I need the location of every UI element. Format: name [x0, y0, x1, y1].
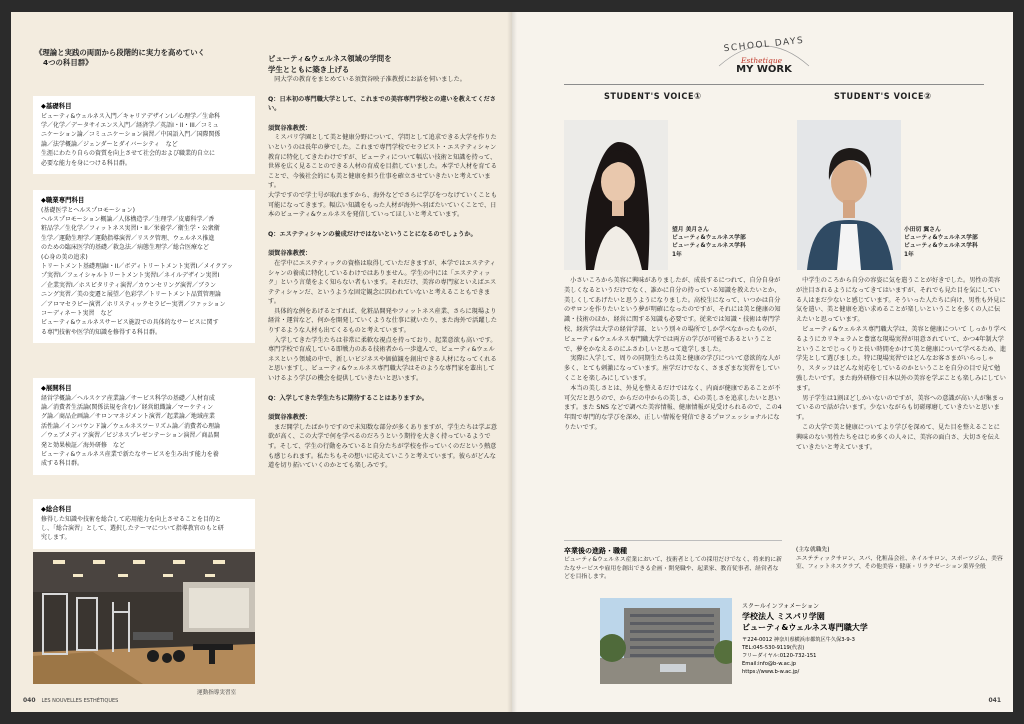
- jobs-block: [796, 546, 1004, 572]
- student-1-heading: STUDENT'S VOICE①: [604, 92, 702, 102]
- curriculum-course-line: 経営学概論／ヘルスケア産業論／サービス科学の基礎／人材育成: [41, 394, 215, 402]
- curriculum-card-note: ビューティ&ウェルネスサービス施設での具体的なサービスに関す: [41, 319, 219, 327]
- curriculum-heading: [35, 48, 265, 68]
- curriculum-card: [33, 499, 255, 549]
- curriculum-course-line: (基礎医学とヘルスプロモーション): [41, 206, 136, 214]
- interview-blocks: [268, 95, 498, 471]
- left-page-number: 040: [23, 697, 36, 704]
- school-email[interactable]: Email:info@b-w.ac.jp: [742, 661, 797, 667]
- career-text: ビューティ&ウェルネス産業において、技術者としての採用だけでなく、将来的に新たなサービスや雇用を創出できる企画・開発職や、起業家、教育従事者、経営者などを目指します。: [564, 557, 782, 581]
- school-days-badge: [709, 32, 819, 88]
- curriculum-course-line: ／企業実習I／ホスピタリティ演習／カウンセリング演習／ブラン: [41, 281, 217, 289]
- curriculum-card: [33, 190, 255, 343]
- curriculum-course-line: ヘルスプロモーション概論／人体構造学／生理学／皮膚科学／香: [41, 216, 215, 223]
- interview-speaker: 須賀谷准教授：: [268, 414, 312, 422]
- curriculum-card-note: 究します。: [41, 534, 71, 542]
- student-1-year: 1年: [672, 251, 682, 258]
- magazine-spread: [11, 12, 1013, 712]
- curriculum-course-line: ビューティ&ウェルネス入門／キャリアデザインI／心理学／生命科: [41, 112, 221, 120]
- curriculum-card: [33, 378, 255, 475]
- curriculum-course-line: ／ウェブメディア演習／ビジネスプレゼンテーション演習／商品開: [41, 432, 220, 440]
- interview-speaker: 須賀谷准教授：: [268, 250, 312, 258]
- interview-question: Q：入学してきた学生たちに期待することはありますか。: [268, 394, 428, 402]
- student-2-caption: [904, 226, 1006, 259]
- curriculum-title-line-1: 《理論と実践の両面から段階的に実力を高めていく: [35, 48, 205, 57]
- interview-column: [268, 54, 498, 471]
- interview-paragraph: 在学中にエステティックの資格は取得していただきますが、本学ではエステティシャンの養成に特化しているわけではありません。学生の中には「エステティック」という言葉をよく知らない者もいます。それだけ、美容の専門家といえばエステティシャンだ、というような固定観念に囚われていないと考えることもできます。: [268, 259, 497, 306]
- student-2-heading: STUDENT'S VOICE②: [834, 92, 932, 102]
- curriculum-card-title: ◆基礎科目: [41, 102, 72, 110]
- interview-title-2: 学生とともに築き上げる: [268, 64, 350, 74]
- campus-illustration: [600, 598, 732, 684]
- curriculum-card-note: 必要な能力を身につける科目群。: [41, 159, 131, 167]
- student-1-affiliation-2: ビューティ&ウェルネス学科: [672, 243, 746, 250]
- curriculum-card-note: る専門技術や医学的知識を修得する科目群。: [41, 328, 162, 336]
- school-name-1: 学校法人 ミスパリ学園: [742, 612, 825, 621]
- curriculum-course-line: 学／化学／データサイエンス入門／経済学／英語I・II・III／コミュ: [41, 122, 219, 129]
- student-2-photo: [797, 120, 901, 270]
- campus-photo: [600, 598, 732, 684]
- gutter-shadow: [507, 12, 517, 712]
- curriculum-course-line: (心身の美の追求): [41, 253, 88, 261]
- badge-my-work: MY WORK: [736, 64, 792, 75]
- student-2-affiliation-2: ビューティ&ウェルネス学科: [904, 243, 978, 250]
- interview-paragraph: 具体的な例をあげるとすれば、化粧品開発やフィットネス産業、さらに現場より経営・運営など、何かを開発していくような仕事に就いたり、また海外で活躍したりするような人材も出てくるものと考えています。: [268, 307, 497, 335]
- curriculum-course-line: 論／消費者生活論(関係法規を含む)／経営組織論／マーケティン: [41, 404, 214, 411]
- student-2-body: [796, 276, 1006, 452]
- student-1-photo: [564, 120, 668, 270]
- jobs-title: (主な就職先): [796, 547, 830, 553]
- curriculum-card-title: ◆職業専門科目: [41, 196, 85, 204]
- magazine-name: LES NOUVELLES ESTHÉTIQUES: [41, 698, 119, 704]
- curriculum-card-note: し、「総合演習」として、選択したテーマについて指導教官のもと研: [41, 525, 224, 532]
- interview-speaker: 須賀谷准教授：: [268, 124, 312, 132]
- student-voice-paragraph: 中学生のころから自分の容姿に気を遣うことが好きでした。男性の美容が注目されるようになってきてはいますが、それでも見た目を気にしている人はまだ少ないと感じています。そういった人たちに向け、男性も外見に気を遣い、美と健康を追い求めることが楽しいということを多くの人に伝えたいと思っています。: [796, 277, 1006, 324]
- curriculum-course-line: トリートメント基礎理論I・II／ボディトリートメント実習I／メイクアッ: [41, 263, 233, 271]
- interview-title-1: ビューティ&ウェルネス領域の学問を: [268, 54, 392, 63]
- school-info-label: スクールインフォメーション: [742, 603, 820, 610]
- curriculum-course-line: プ実習I／フェイシャルトリートメント実習I／ネイルデザイン実習I: [41, 272, 220, 280]
- photo-caption: 運動指導実習室: [197, 690, 237, 696]
- left-folio: [23, 697, 118, 704]
- student-voice-paragraph: 男子学生は1割ほどしかいないのですが、美容への意識が高い人が集まっているので話が合います。少ないながらも切磋琢磨していきたいと思います。: [796, 394, 1005, 422]
- badge-script: Esthetique: [741, 56, 783, 65]
- school-name-2: ビューティ&ウェルネス専門職大学: [742, 623, 868, 632]
- interview-paragraph: 入学してきた学生たちは非常に柔軟な視点を持っており、起業意欲も高いです。専門学校で育成している即戦力のある技術者から一歩進んで、ビューティ&ウェルネスという領域の中で、新しいビジネスや価値観を創出できる人材になってくれると思いますし、ビューティ&ウェルネス専門職大学はそのような専門家を輩出していけるよう学びの機会を提供していきたいと思います。: [268, 336, 497, 383]
- interview-intro: 同大学の教育をまとめている須賀谷映子准教授にお話を伺いました。: [268, 76, 466, 83]
- right-page-number: 041: [988, 697, 1001, 704]
- interview-paragraph: ミスパリ学園として美と健康分野について、学問として追求できる大学を作りたいというのは長年の夢でした。これまで専門学校でセラピスト・エステティシャン教育に特化してきたわけですが、ビューティについて幅広い技術と知識を持って、世界を広く見ることのできる人材の育成を目指していました。本学で人材を育てることで、今後社会的にも美と健康を担う仕事を確立させていきたいと考えています。: [268, 134, 497, 190]
- career-title: 卒業後の進路・職種: [564, 547, 627, 555]
- student-voice-paragraph: 本当の美しさとは、外見を整えるだけではなく、内面が健康であることが不可欠だと思うので、からだの中からの美しさ、心の美しさを追求したいと思います。また SNS などで調べた美容情報、健康情報が見受けられるので、この4年間で専門的な学びを深め、正しい情報を発信できるプロフェッショナルになりたいです。: [564, 384, 782, 431]
- student-1-name: 望月 美月さん: [672, 227, 709, 233]
- curriculum-card-note: 成する科目群。: [41, 460, 84, 468]
- school-address: 〒224-0012 神奈川県横浜市都筑区牛久保3-9-3: [742, 637, 855, 643]
- curriculum-course-line: ニング実習／美の変遷と展望／色彩学／トリートメント品質管理論: [41, 291, 221, 299]
- curriculum-card-note: 修得した知識や技術を総合して応用能力を向上させることを目的と: [41, 515, 222, 523]
- school-info: [742, 602, 1004, 676]
- curriculum-card-title: ◆総合科目: [41, 505, 72, 513]
- curriculum-title-line-2: 4つの科目群》: [43, 58, 93, 67]
- interview-paragraph: 大学ですので学士号が取れますから、海外などでさらに学びをつなげていくことも可能になってきます。幅広い知識をもった人材が海外へ羽ばたいていくことで、日本のビューティ&ウェルネスを発信していってほしいと考えています。: [268, 191, 497, 219]
- school-url[interactable]: https://www.b-w.ac.jp/: [742, 669, 800, 675]
- curriculum-card-note: ビューティ&ウェルネス産業で新たなサービスを生み出す能力を養: [41, 451, 219, 459]
- curriculum-course-line: 粧品学／生化学／フィットネス実習I・II／栄養学／衛生学・公衆衛: [41, 225, 220, 233]
- student-1-portrait: [564, 120, 668, 270]
- curriculum-card: [33, 96, 255, 174]
- interview-paragraph: まだ開学したばかりですので未知数な部分が多くありますが、学生たちは学ぶ意欲が高く、この大学で何を学べるのだろうという期待を大きく持っているようです。そして、学生の行動をみていると自分たちが学校を作っていくのだという熱意も感じられます。私たちもその想いに応えていこうと考えています。彼らがどんな道を切り拓いていくのかとても楽しみです。: [268, 423, 497, 470]
- jobs-text: エステティックサロン、スパ、化粧品会社、ネイルサロン、スポーツジム、美容室、フィットネスクラブ、その他美容・健康・リラクゼーション業界全般: [796, 555, 1003, 571]
- curriculum-course-line: ／アロマセラピー演習／ホリスティックセラピー実習／ファッション: [41, 300, 226, 308]
- gym-photo: [33, 552, 255, 684]
- curriculum-card-note: 生涯にわたり自らの資質を向上させて社会的および職業的自立に: [41, 150, 216, 158]
- career-divider: [564, 540, 782, 541]
- student-voice-paragraph: 実際に入学して、周りの同期生たちは美と健康の学びについて意欲的な人が多く、とても刺激になっています。座学だけでなく、さまざまな実習をしていくことを楽しみにしています。: [564, 355, 781, 382]
- interview-question: Q：日本初の専門職大学として、これまでの美容専門学校との違いを教えてください。: [268, 95, 496, 113]
- curriculum-course-line: 生学／運動生理学／運動指導演習／リスク管理、ウェルネス推進: [41, 234, 215, 242]
- badge-school-days: SCHOOL DAYS: [723, 35, 805, 55]
- curriculum-course-line: コーディネート実習 など: [41, 310, 113, 318]
- career-block: [564, 546, 782, 582]
- school-tel: TEL:045-530-9119(代表): [742, 645, 805, 651]
- gym-illustration: [33, 552, 255, 684]
- student-voice-paragraph: この大学で美と健康についてより学びを深めて、見た目を整えることに興味のない男性たちをはじめ多くの人々に、美容の面白さ、大切さを伝えていきたいと考えています。: [796, 423, 1000, 451]
- curriculum-card-title: ◆展開科目: [41, 384, 72, 392]
- curriculum-course-line: ニケーション論／コミュニケーション演習／中国語入門／国際関係: [41, 131, 221, 139]
- curriculum-course-line: グ論／商品企画論／サロンマネジメント演習／起業論／地域産業: [41, 413, 215, 421]
- curriculum-course-line: 発と効果検証／海外研修 など: [41, 441, 126, 449]
- student-1-caption: [672, 226, 772, 259]
- interview-question: Q：エステティシャンの養成だけではないということになるのでしょうか。: [268, 230, 477, 238]
- student-1-affiliation-1: ビューティ&ウェルネス学部: [672, 235, 746, 242]
- student-1-body: [564, 276, 782, 433]
- school-freedial: フリーダイヤル:0120-732-151: [742, 653, 817, 659]
- student-2-year: 1年: [904, 251, 914, 258]
- left-page: [11, 12, 512, 712]
- curriculum-course-line: 活性論／インバウンド論／ウェルネスツーリズム論／消費者心理論: [41, 422, 221, 430]
- student-2-name: 小田切 翼さん: [904, 227, 941, 233]
- top-divider: [564, 84, 984, 85]
- student-voice-paragraph: ビューティ&ウェルネス専門職大学は、美容と健康について しっかり学べるようにカリキュラムと豊富な現場実習が用意されていて、かつ4年制大学ということでじっくりと長い時間をかけて美と健康について学べるため、進学先として選びました。特に現場実習ではどんなお客さまがいらっしゃり、スタッフはどんな対応をしているのかということを自分の目で見て勉強したいです。また海外研修で日本以外の美容を学ぶことも楽しみにしています。: [796, 325, 1007, 392]
- student-2-affiliation-1: ビューティ&ウェルネス学部: [904, 235, 978, 242]
- curriculum-course-line: のための臨床医学的基礎／救急法／病態生理学／総合医療など: [41, 244, 210, 252]
- curriculum-course-line: 論／法学概論／ジェンダーとダイバーシティ など: [41, 140, 178, 148]
- student-voice-paragraph: 小さいころから美容に興味がありましたが、成長するにつれて、自分自身が美しくなるというだけでなく、誰かに自分の持っている知識を教えたいとか、美しくしてあげたいと思うようになりました。高校生になって、いつかは自分のサロンを作りたいという夢が明確になったのですが、それには美と健康の知識・技術のほか、経営に関する知識も必要です。従来では知識・技術は専門学校、経営学は大学の経営学部、という別々の場所でしか学べなかったものが、ビューティ&ウェルネス専門職大学では両方の学びが可能であるということで、夢をかなえるのにふさわしいと思って進学しました。: [564, 277, 781, 353]
- student-2-portrait: [797, 120, 901, 270]
- right-page: [512, 12, 1013, 712]
